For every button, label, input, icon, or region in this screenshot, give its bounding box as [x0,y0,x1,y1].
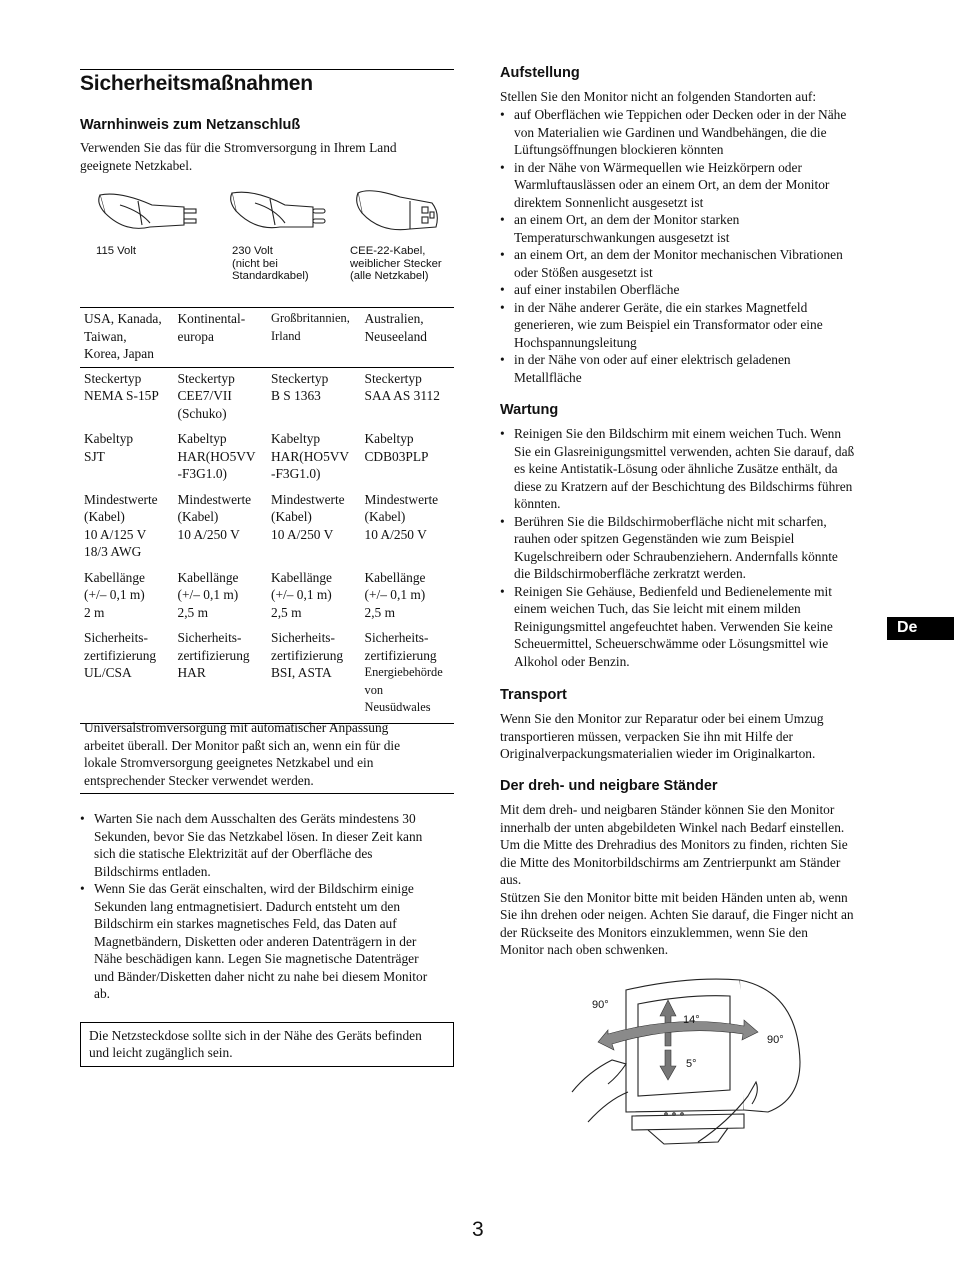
cell-line: Kabellänge [84,569,145,585]
cell-line: (Kabel) [84,509,125,524]
plug-label-line: weiblicher Stecker [350,257,442,270]
cell-line: zertifizierung [177,647,250,663]
warnhinweis-heading: Warnhinweis zum Netzanschluß [80,117,301,133]
table-cell [80,428,174,489]
cell-line: (+/– 0,1 m) [177,587,239,602]
plug-label-line: (nicht bei [232,257,278,270]
list-item-line: Temperaturschwankungen ausgesetzt ist [514,229,730,245]
table-cell [80,627,174,723]
list-item-line: Sekunden lang entmagnetisiert. Dadurch entsteht um den [94,898,401,914]
list-item-line: • in der Nähe anderer Geräte, die ein starkes Magnetfeld [514,299,808,315]
table-cell [80,489,174,567]
table-cell [267,428,361,489]
list-item-line: Bildschirm ein starkes magnetisches Feld, das Daten auf [94,916,397,931]
cell-line: 18/3 AWG [84,544,142,559]
language-tab: De [887,617,954,640]
list-item [500,513,880,583]
list-item-line: • Warten Sie nach dem Ausschalten des Geräts mindestens 30 [94,811,416,826]
list-item [500,106,880,159]
paragraph-line: Monitor nach oben schwenken. [500,942,669,957]
cell-line: Steckertyp [364,370,422,386]
aufstellung-list [500,106,880,386]
list-item [500,211,880,246]
cell-line: Kabeltyp [177,431,227,446]
plug-label-line: (alle Netzkabel) [350,270,429,282]
list-item-line: die Bildschirmoberfläche zerkratzt werden. [514,566,746,581]
list-item [80,810,454,880]
cell-line: Sicherheits- [177,630,242,645]
plug-label-line: Standardkabel) [232,270,309,282]
intro-line: Verwenden Sie das für die Stromversorgung in Ihrem Land [80,140,397,155]
table-row [80,567,454,628]
cell-line: Sicherheits- [84,630,148,645]
cell-line: Großbritannien, [271,311,350,325]
paragraph-line: Originalverpackungsmaterialien wieder im Originalkarton. [500,746,816,761]
list-item [500,425,880,513]
table-row [80,428,454,489]
cell-line: 10 A/125 V [84,526,147,542]
note-line: entsprechender Stecker verwendet werden. [84,772,314,788]
cell-line: 10 A/250 V [364,526,427,542]
table-row [80,627,454,723]
cell-line: Steckertyp [271,370,329,386]
intro-line: geeignete Netzkabel. [80,157,193,173]
cell-line: 10 A/250 V [177,526,240,542]
aufstellung-heading: Aufstellung [500,65,580,81]
list-item-line: diese zu Kratzern auf der Beschichtung des Bildschirms führen [514,478,853,494]
table-cell [361,489,455,567]
cell-line: zertifizierung [364,647,437,663]
cell-line: Taiwan, [84,328,127,344]
list-item-line: • in der Nähe von Wärmequellen wie Heizkörpern oder [514,159,802,175]
cell-line: (+/– 0,1 m) [271,587,332,602]
table-cell [267,367,361,428]
cell-line: Kabeltyp [364,431,414,446]
swivel-left-angle: 90° [592,999,609,1011]
list-item-line: es keine Antistatik-Lösung oder ähnliche Zusätze enthält, da [514,461,838,476]
table-cell [361,567,455,628]
cell-line: -F3G1.0) [177,466,227,481]
transport-heading: Transport [500,687,567,703]
paragraph-line: Um die Mitte des Drehradius des Monitors zu finden, richten Sie [500,837,848,852]
list-item-line: Reinigungsmittel angefeuchtet haben. Verwenden Sie keine [514,618,833,634]
list-item-line: Alkohol oder Benzin. [514,653,630,669]
plug-label-line: 230 Volt [232,245,273,257]
page-number: 3 [472,1218,484,1241]
plug-label-230v [232,245,309,283]
list-item-line: Metallfläche [514,369,582,385]
staender-text [500,801,880,959]
cell-line: europa [177,328,214,344]
us-plug-icon [99,194,196,228]
swivel-right-angle: 90° [767,1034,784,1046]
list-item-line: Sie ein Glasreinigungsmittel verwenden, achten Sie darauf, daß [514,443,855,459]
table-cell [80,567,174,628]
cell-line: Steckertyp [177,370,235,386]
table-cell [174,367,268,428]
cell-line: Kabeltyp [271,431,321,446]
cell-line: CDB03PLP [364,448,429,464]
cell-line: von [364,682,384,697]
list-item-line: Sekunden, bevor Sie das Netzkabel lösen. In dieser Zeit kann [94,828,423,844]
cell-line: zertifizierung [271,647,344,663]
warnhinweis-intro [80,139,454,174]
paragraph-line: die Mitte des Monitorbildschirms am Zentrierpunkt am Ständer [500,854,841,870]
list-item-line: sich die statische Elektrizität auf der Oberfläche des [94,846,373,861]
cell-line: SAA AS 3112 [364,388,440,403]
cell-line: Steckertyp [84,370,142,386]
list-item-line: Lüftungsöffnungen blockieren könnten [514,142,724,157]
list-item [500,583,880,671]
table-cell [267,567,361,628]
list-item-line: Kugelschreibern oder Schraubenziehern. Andernfalls könnte [514,548,838,564]
cell-line: Neuseeland [364,328,427,344]
notice-line: und leicht zugänglich sein. [89,1045,233,1060]
plug-illustrations [80,183,454,283]
cell-line: (+/– 0,1 m) [364,587,426,602]
cell-line: HAR(HO5VV [271,448,350,464]
wartung-list [500,425,880,670]
cell-line: 2,5 m [177,604,209,620]
notice-box [80,1022,454,1067]
table-cell [174,308,268,368]
cell-line: SJT [84,448,105,464]
table-cell [361,428,455,489]
cell-line: Energiebehörde [364,665,443,679]
list-item-line: Scheuermittel, Scheuerschwämme oder Lösungsmittel wie [514,636,829,651]
list-item-line: Hochspannungsleitung [514,334,637,350]
cell-line: Kontinental- [177,311,246,326]
plug-label-line: CEE-22-Kabel, [350,245,426,257]
cell-line: Kabeltyp [84,431,134,446]
cell-line: Mindestwerte [271,491,345,507]
cell-line: Kabellänge [177,569,239,585]
list-item [500,281,880,299]
list-item-line: und Bänder/Disketten daher nicht zu nahe bei diesem Monitor [94,968,428,984]
table-cell [267,489,361,567]
staender-heading: Der dreh- und neigbare Ständer [500,778,718,794]
page-title: Sicherheitsmaßnahmen [80,72,313,95]
tilt-down-angle: 5° [686,1058,697,1070]
table-cell [174,428,268,489]
list-item-line: • auf Oberflächen wie Teppichen oder Decken oder in der Nähe [514,107,847,122]
cell-line: (+/– 0,1 m) [84,587,145,602]
cell-line: (Kabel) [177,509,219,524]
cell-line: NEMA S-15P [84,388,159,403]
table-cell [80,308,174,368]
cell-line: Kabellänge [271,569,332,585]
list-item-line: rauhen oder spitzen Gegenständen wie zum Beispiel [514,531,795,546]
table-cell [361,308,455,368]
list-item [500,159,880,212]
list-item-line: • Reinigen Sie den Bildschirm mit einem weichen Tuch. Wenn [514,426,842,441]
cee22-connector-icon [357,191,438,230]
list-item-line: • Berühren Sie die Bildschirmoberfläche nicht mit scharfen, [514,513,827,529]
list-item [80,880,454,1003]
table-cell [174,489,268,567]
title-rule [80,69,454,70]
cell-line: Mindestwerte [84,491,158,507]
cell-line: Neusüdwales [364,700,431,714]
list-item-line: könnten. [514,496,561,511]
list-item-line: Nähe beschädigen kann. Legen Sie magnetische Datenträger [94,951,419,966]
list-item [500,299,880,352]
cell-line: BSI, ASTA [271,665,332,680]
list-item-line: Bildschirms entladen. [94,863,211,879]
cell-line: Sicherheits- [364,630,429,645]
list-item [500,246,880,281]
table-row [80,489,454,567]
list-item-line: • an einem Ort, an dem der Monitor starken [514,212,740,227]
list-item-line: • Wenn Sie das Gerät einschalten, wird der Bildschirm einige [94,881,414,896]
cell-line: HAR(HO5VV [177,448,256,464]
list-item-line: • Reinigen Sie Gehäuse, Bedienfeld und Bedienelemente mit [514,583,832,599]
cell-line: Korea, Japan [84,346,154,361]
cell-line: 2,5 m [364,604,396,620]
table-cell [174,627,268,723]
cell-line: UL/CSA [84,665,132,680]
plug-label-115v [96,245,136,258]
paragraph-line: Mit dem dreh- und neigbaren Ständer können Sie den Monitor [500,802,835,817]
aufstellung-intro: Stellen Sie den Monitor nicht an folgenden Standorten auf: [500,89,817,104]
table-row [80,367,454,428]
paragraph-line: Stützen Sie den Monitor bitte mit beiden Händen unten ab, wenn [500,889,848,905]
table-cell [361,367,455,428]
cell-line: Mindestwerte [364,491,439,507]
cell-line: 2 m [84,604,105,620]
list-item-line: von Materialien wie Gardinen und Wandbehängen, die die [514,124,827,140]
cell-line: 2,5 m [271,604,302,620]
paragraph-line: Sie ihn drehen oder neigen. Achten Sie darauf, die Finger nicht an [500,907,854,922]
table-cell [80,367,174,428]
list-item-line: Warmluftauslässen oder an einem Ort, an dem der Monitor [514,177,830,192]
table-cell [267,308,361,368]
tilt-up-angle: 14° [683,1014,700,1026]
paragraph-line: innerhalb der unten abgebildeten Winkel nach Bedarf einstellen. [500,819,845,835]
cell-line: B S 1363 [271,388,321,403]
left-bullet-list [80,810,454,1003]
list-item-line: • an einem Ort, an dem der Monitor mechanischen Vibrationen [514,247,843,262]
table-row [80,308,454,368]
note-line: lokale Stromversorgung geeignetes Netzkabel und ein [84,755,374,770]
list-item-line: ab. [94,986,110,1001]
paragraph-line: aus. [500,872,522,887]
universal-power-note [80,717,454,794]
list-item-line: Magnetbändern, Disketten oder anderen Datenträgern in der [94,933,417,949]
power-cord-table [80,307,454,724]
cell-line: USA, Kanada, [84,311,162,326]
paragraph-line: transportieren müssen, verpacken Sie ihn mit Hilfe der [500,728,794,744]
list-item-line: einem weichen Tuch, das Sie leicht mit einem milden [514,601,801,616]
cell-line: Kabellänge [364,569,426,585]
wartung-heading: Wartung [500,402,559,418]
cell-line: zertifizierung [84,647,157,663]
cell-line: Sicherheits- [271,630,335,645]
list-item-line: • in der Nähe von oder auf einer elektrisch geladenen [514,352,791,367]
monitor-swivel-illustration [568,972,808,1147]
cell-line: Irland [271,328,301,343]
cell-line: Australien, [364,311,424,326]
table-cell [361,627,455,723]
table-cell [267,627,361,723]
cell-line: (Kabel) [364,509,406,524]
cell-line: (Kabel) [271,509,312,524]
table-cell [174,567,268,628]
cell-line: HAR [177,665,206,680]
cell-line: CEE7/VII [177,388,232,403]
list-item [500,351,880,386]
cell-line: 10 A/250 V [271,526,334,542]
cell-line: Mindestwerte [177,491,252,507]
list-item-line: generieren, wie zum Beispiel ein Transformator oder eine [514,317,823,332]
notice-line: Die Netzsteckdose sollte sich in der Nähe des Geräts befinden [89,1028,422,1043]
cell-line: -F3G1.0) [271,466,321,481]
paragraph-line: Wenn Sie den Monitor zur Reparatur oder bei einem Umzug [500,711,824,726]
note-line: arbeitet überall. Der Monitor paßt sich an, wenn ein für die [84,737,401,753]
paragraph-line: der Rückseite des Monitors einzuklemmen, wenn Sie den [500,924,808,940]
eu-plug-icon [231,192,325,227]
plug-label-cee22 [350,245,442,283]
note-line: Universalstromversorgung mit automatischer Anpassung [84,720,389,735]
list-item-line: oder Stößen ausgesetzt ist [514,264,653,280]
list-item-line: direktem Sonnenlicht ausgesetzt ist [514,194,704,210]
plug-label-line: 115 Volt [96,245,136,257]
cell-line: (Schuko) [177,405,227,421]
transport-text [500,710,880,763]
list-item-line: • auf einer instabilen Oberfläche [514,282,680,297]
